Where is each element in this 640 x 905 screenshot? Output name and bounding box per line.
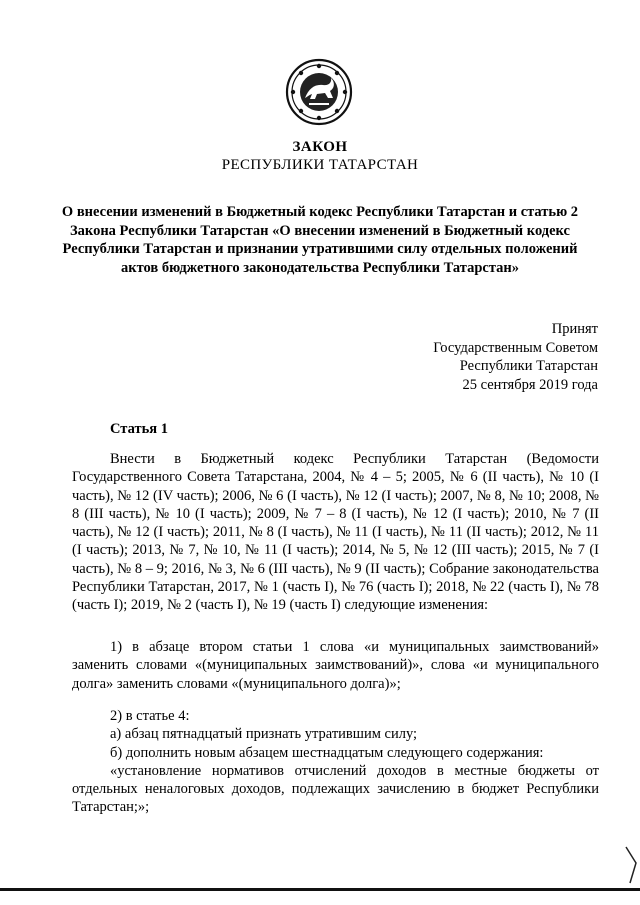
article-intro-paragraph: Внести в Бюджетный кодекс Республики Татарстан (Ведомости Государственного Совета Татарстана, 2004, № 4 – 5; 2005, № 6 (II часть), № 10 (I часть), № 12 (IV часть); 2006, № 6 (I часть), № 12 (I часть); 2007, № 8, № 10; 2008, № 8 (III часть), № 10 (I часть); 2009, № 7 – 8 (I часть), № 12 (I часть); 2010, № 7 (II часть), № 12 (I часть); 2011, № 8 (I часть), № 11 (I часть), № 11 (II часть); 2012, № 11 (I часть); 2013, № 7, № 10, № 11 (I часть); 2014, № 5, № 12 (III часть); 2015, № 7 (I часть), № 8 – 9; 2016, № 3, № 6 (III часть), № 9 (II часть); Собрание законодательства Республики Татарстан, 2017, № 1 (часть I), № 76 (часть I); 2018, № 22 (часть I), № 78 (часть I); 2019, № 2 (часть I), № 19 (часть I) следующие изменения: [72, 451, 599, 614]
issuer-title: РЕСПУБЛИКИ ТАТАРСТАН [221, 157, 419, 173]
scan-bottom-edge [0, 888, 640, 891]
law-heading: О внесении изменений в Бюджетный кодекс Республики Татарстан и статью 2 Закона Республики Татарстан «О внесении изменений в Бюджетный кодекс Республики Татарстан и признании утратившими силу отдельных положений актов бюджетного законодательства Республики Татарстан» [61, 204, 579, 276]
amendment-item-2 [72, 707, 599, 817]
adoption-line: Республики Татарстан [459, 358, 598, 374]
adoption-date: 25 сентября 2019 года [462, 376, 598, 393]
amendment-paragraph: 2) в статье 4: [110, 708, 190, 724]
amendment-quote: «установление нормативов отчислений доходов в местные бюджеты от отдельных неналоговых доходов, подлежащих зачислению в бюджет Республики Татарстан;»; [72, 762, 599, 816]
adoption-block [433, 320, 598, 394]
amendment-subitem-b: б) дополнить новым абзацем шестнадцатым следующего содержания: [110, 744, 544, 761]
document-type-title: ЗАКОН [292, 139, 348, 155]
amendment-item-1 [72, 638, 599, 693]
tatarstan-emblem-icon [285, 58, 353, 126]
amendment-subitem-a: а) абзац пятнадцатый признать утратившим силу; [110, 726, 418, 743]
scan-edge-mark [624, 845, 638, 885]
adoption-line: Государственным Советом [433, 339, 598, 356]
article-title: Статья 1 [110, 421, 168, 437]
article-intro-block [72, 450, 599, 615]
adoption-line: Принят [551, 321, 598, 337]
amendment-paragraph: 1) в абзаце втором статьи 1 слова «и муниципальных заимствований» заменить словами «(муниципальных заимствований)», слова «и муниципального долга» заменить словами «(муниципального долга)»; [72, 639, 599, 692]
